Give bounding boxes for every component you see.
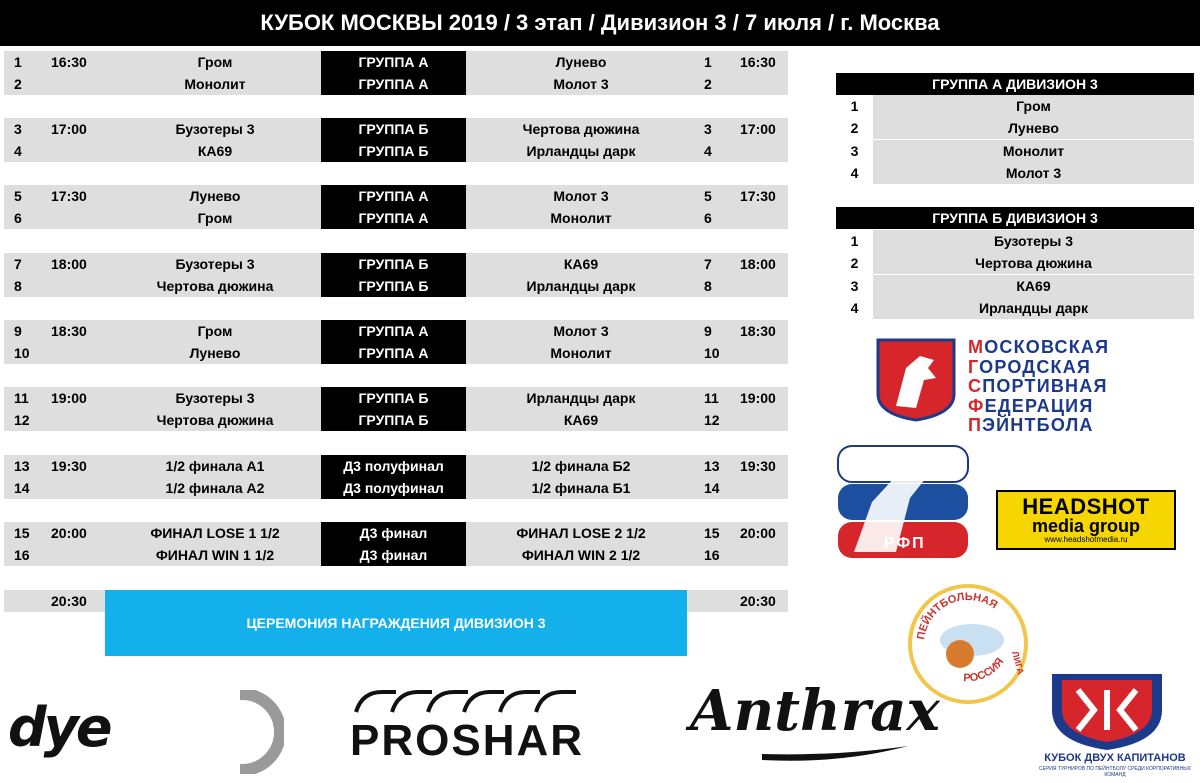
match-time: 16:30	[51, 54, 87, 70]
match-time-right: 19:30	[740, 458, 776, 474]
group-b-header: ГРУППА Б ДИВИЗИОН 3	[836, 207, 1194, 229]
team-right: КА69	[563, 256, 599, 272]
group-label: ГРУППА А	[321, 73, 466, 95]
team-right: Монолит	[550, 210, 612, 226]
team-right: 1/2 финала Б2	[531, 458, 631, 474]
match-number: 14	[14, 480, 30, 496]
team-right: Чертова дюжина	[522, 121, 640, 137]
match-row	[4, 140, 788, 162]
match-number-right: 5	[704, 188, 712, 204]
group-b-team-row	[836, 230, 1194, 252]
page-title: КУБОК МОСКВЫ 2019 / 3 этап / Дивизион 3 / 7 июля / г. Москва	[0, 0, 1200, 46]
rfp-logo-text: РФП	[884, 535, 926, 552]
group-label: ГРУППА А	[321, 185, 466, 207]
team-rank: 3	[836, 140, 873, 162]
group-label: Д3 полуфинал	[321, 455, 466, 477]
group-a-team-row	[836, 117, 1194, 139]
group-a-team-row	[836, 162, 1194, 184]
team-right: ФИНАЛ LOSE 2 1/2	[516, 525, 646, 541]
match-number: 1	[14, 54, 22, 70]
headshot-logo	[996, 490, 1176, 550]
team-rank: 4	[836, 297, 873, 319]
match-number: 11	[14, 390, 29, 406]
match-time-right: 16:30	[740, 54, 776, 70]
team-right: Молот 3	[553, 188, 609, 204]
match-number-right: 8	[704, 278, 712, 294]
mgsfp-line: ГОРОДСКАЯ	[968, 356, 1092, 377]
match-time: 18:30	[51, 323, 87, 339]
match-time: 20:00	[51, 525, 87, 541]
mgsfp-line: МОСКОВСКАЯ	[968, 337, 1110, 357]
mgsfp-line: ПЭЙНТБОЛА	[968, 415, 1094, 435]
match-number-right: 13	[704, 458, 720, 474]
headshot-subtitle: media group	[1031, 516, 1140, 536]
team-right: Лунево	[555, 54, 607, 70]
match-row	[4, 477, 788, 499]
match-time: 19:00	[51, 390, 87, 406]
match-row	[4, 73, 788, 95]
team-right: Молот 3	[553, 76, 609, 92]
match-row	[4, 275, 788, 297]
anthrax-swoosh-icon	[760, 744, 910, 764]
mgsfp-initial: Г	[968, 356, 980, 377]
match-number-right: 1	[704, 54, 712, 70]
match-number-right: 4	[704, 143, 712, 159]
group-b-team-row	[836, 297, 1194, 319]
team-left: ФИНАЛ WIN 1 1/2	[155, 547, 275, 563]
team-left: Гром	[197, 323, 233, 339]
mgsfp-line: СПОРТИВНАЯ	[968, 376, 1108, 396]
match-row	[4, 207, 788, 229]
mgsfp-line: ФЕДЕРАЦИЯ	[968, 395, 1094, 416]
team-name: Ирландцы дарк	[873, 297, 1194, 319]
match-row	[4, 342, 788, 364]
team-left: Бузотеры 3	[175, 121, 255, 137]
team-name: Чертова дюжина	[873, 252, 1194, 274]
headshot-url: www.headshotmedia.ru	[1044, 535, 1128, 544]
match-number-right: 2	[704, 76, 712, 92]
match-row	[4, 522, 788, 544]
ring-bottom-text: РОССИЯ	[963, 655, 1007, 685]
match-time-right: 17:00	[740, 121, 776, 137]
match-number-right: 12	[704, 412, 720, 428]
kdk-logo-title: КУБОК ДВУХ КАПИТАНОВ	[1044, 752, 1186, 764]
team-left: Гром	[197, 54, 233, 70]
match-time-right: 19:00	[740, 390, 776, 406]
team-left: Гром	[197, 210, 233, 226]
match-number-right: 15	[704, 525, 720, 541]
team-name: Гром	[873, 95, 1194, 117]
ring-top-text: ПЕЙНТБОЛЬНАЯ	[915, 590, 1000, 641]
match-number: 2	[14, 76, 22, 92]
kdk-shield-icon	[1048, 670, 1166, 752]
team-right: Ирландцы дарк	[526, 143, 636, 159]
group-label: ГРУППА А	[321, 207, 466, 229]
team-right: КА69	[563, 412, 599, 428]
group-label: ГРУППА Б	[321, 253, 466, 275]
team-right: Молот 3	[553, 323, 609, 339]
match-number: 6	[14, 210, 22, 226]
team-rank: 2	[836, 117, 873, 139]
match-row	[4, 455, 788, 477]
group-label: ГРУППА Б	[321, 118, 466, 140]
team-right: ФИНАЛ WIN 2 1/2	[521, 547, 641, 563]
match-number-right: 10	[704, 345, 720, 361]
group-label: Д3 финал	[321, 544, 466, 566]
team-rank: 2	[836, 252, 873, 274]
ceremony-time-right: 20:30	[740, 593, 776, 609]
group-label: ГРУППА А	[321, 342, 466, 364]
proshar-stripes-icon	[352, 690, 602, 714]
match-time: 17:00	[51, 121, 87, 137]
match-time: 19:30	[51, 458, 87, 474]
match-number-right: 3	[704, 121, 712, 137]
team-rank: 1	[836, 95, 873, 117]
team-name: КА69	[873, 275, 1194, 297]
group-b-team-row	[836, 252, 1194, 274]
match-number: 12	[14, 412, 30, 428]
match-number-right: 11	[704, 390, 719, 406]
match-time-right: 20:00	[740, 525, 776, 541]
match-row	[4, 253, 788, 275]
match-time-right: 17:30	[740, 188, 776, 204]
group-label: ГРУППА А	[321, 51, 466, 73]
team-rank: 3	[836, 275, 873, 297]
mgsfp-logo-text	[968, 338, 1178, 436]
team-name: Лунево	[873, 117, 1194, 139]
mgsfp-initial: П	[968, 415, 983, 435]
kdk-logo-subtitle: СЕРИЯ ТУРНИРОВ ПО ПЕЙНТБОЛУ СРЕДИ КОРПОРАТИВНЫХ КОМАНД	[1039, 766, 1191, 778]
headshot-title: HEADSHOT	[1022, 494, 1150, 519]
ceremony-label: ЦЕРЕМОНИЯ НАГРАЖДЕНИЯ ДИВИЗИОН 3	[105, 590, 687, 656]
match-number-right: 9	[704, 323, 712, 339]
team-right: Ирландцы дарк	[526, 390, 636, 406]
team-left: КА69	[197, 143, 233, 159]
match-time-right: 18:30	[740, 323, 776, 339]
match-number: 7	[14, 256, 22, 272]
proshar-logo-text: PROSHAR	[350, 716, 585, 765]
team-left: Чертова дюжина	[156, 278, 274, 294]
match-number: 9	[14, 323, 22, 339]
team-right: Монолит	[550, 345, 612, 361]
mgsfp-shield-icon	[876, 338, 956, 422]
mgsfp-initial: Ф	[968, 395, 985, 416]
group-label: ГРУППА Б	[321, 275, 466, 297]
match-number: 16	[14, 547, 30, 563]
team-name: Молот 3	[873, 162, 1194, 184]
team-left: Бузотеры 3	[175, 256, 255, 272]
mgsfp-initial: М	[968, 337, 985, 357]
team-right: Ирландцы дарк	[526, 278, 636, 294]
match-number: 3	[14, 121, 22, 137]
group-label: Д3 финал	[321, 522, 466, 544]
group-label: Д3 полуфинал	[321, 477, 466, 499]
team-left: ФИНАЛ LOSE 1 1/2	[150, 525, 280, 541]
match-number: 15	[14, 525, 30, 541]
match-row	[4, 118, 788, 140]
ring-side-text: ЛИГА	[1010, 649, 1026, 676]
match-row	[4, 544, 788, 566]
match-row	[4, 185, 788, 207]
team-rank: 4	[836, 162, 873, 184]
dye-swoosh-icon	[200, 690, 284, 774]
match-time: 17:30	[51, 188, 87, 204]
match-row	[4, 387, 788, 409]
team-left: 1/2 финала А1	[165, 458, 265, 474]
match-number: 4	[14, 143, 22, 159]
match-number-right: 16	[704, 547, 720, 563]
anthrax-logo-text: Anthrax	[690, 678, 940, 744]
group-label: ГРУППА Б	[321, 387, 466, 409]
team-rank: 1	[836, 230, 873, 252]
match-number-right: 7	[704, 256, 712, 272]
team-left: Монолит	[184, 76, 246, 92]
team-right: 1/2 финала Б1	[531, 480, 631, 496]
match-row	[4, 51, 788, 73]
team-left: Лунево	[189, 345, 241, 361]
match-time: 18:00	[51, 256, 87, 272]
group-b-team-row	[836, 275, 1194, 297]
team-name: Бузотеры 3	[873, 230, 1194, 252]
match-number-right: 6	[704, 210, 712, 226]
match-number: 13	[14, 458, 30, 474]
group-label: ГРУППА А	[321, 320, 466, 342]
match-number-right: 14	[704, 480, 720, 496]
group-a-team-row	[836, 140, 1194, 162]
group-label: ГРУППА Б	[321, 409, 466, 431]
match-number: 5	[14, 188, 22, 204]
match-time-right: 18:00	[740, 256, 776, 272]
team-left: Бузотеры 3	[175, 390, 255, 406]
group-a-team-row	[836, 95, 1194, 117]
match-number: 10	[14, 345, 30, 361]
group-label: ГРУППА Б	[321, 140, 466, 162]
team-left: Лунево	[189, 188, 241, 204]
match-row	[4, 409, 788, 431]
dye-logo-text: dye	[8, 696, 110, 759]
match-row	[4, 320, 788, 342]
team-name: Монолит	[873, 140, 1194, 162]
match-number: 8	[14, 278, 22, 294]
team-left: Чертова дюжина	[156, 412, 274, 428]
group-a-header: ГРУППА А ДИВИЗИОН 3	[836, 73, 1194, 95]
team-left: 1/2 финала А2	[165, 480, 265, 496]
ceremony-time: 20:30	[51, 593, 87, 609]
mgsfp-initial: С	[968, 376, 983, 396]
